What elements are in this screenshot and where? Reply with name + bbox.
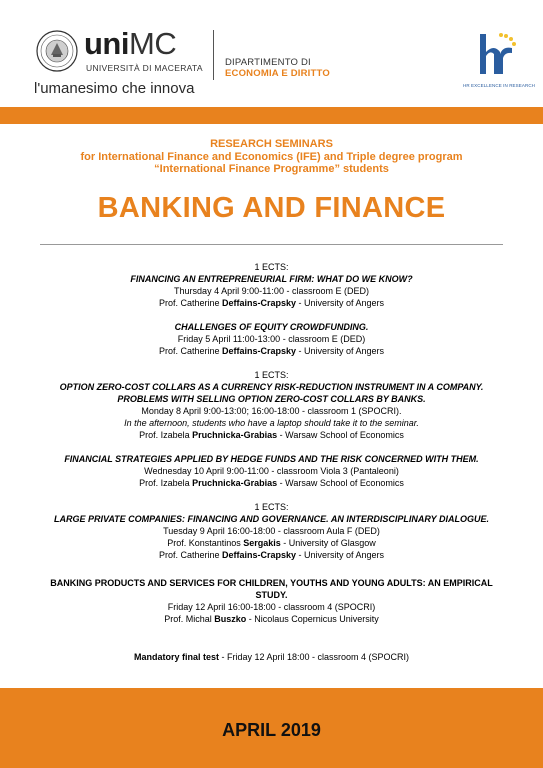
session-1-professor: Prof. Catherine Deffains-Crapsky - University of Angers [158, 298, 385, 308]
session-3-ects: 1 ECTS: [254, 370, 289, 380]
research-seminars-heading: RESEARCH SEMINARS [210, 138, 333, 150]
session-3-title-line-2: PROBLEMS WITH SELLING OPTION ZERO-COST COLLARS BY BANKS. [117, 394, 426, 404]
session-2-title: CHALLENGES OF EQUITY CROWDFUNDING. [174, 322, 369, 332]
session-6-professor: Prof. Michal Buszko - Nicolaus Copernicus University [164, 614, 379, 624]
header-divider [213, 30, 214, 80]
session-4-title: FINANCIAL STRATEGIES APPLIED BY HEDGE FUNDS AND THE RISK CONCERNED WITH THEM. [64, 454, 479, 464]
session-6-when: Friday 12 April 16:00-18:00 - classroom 4 (SPOCRI) [167, 602, 376, 612]
session-2-when: Friday 5 April 11:00-13:00 - classroom E (DED) [177, 334, 366, 344]
session-5-professor-2: Prof. Catherine Deffains-Crapsky - University of Angers [158, 550, 385, 560]
header [0, 0, 543, 107]
session-6-title-line-2: STUDY. [255, 590, 288, 600]
students-line: “International Finance Programme” students [154, 163, 389, 175]
university-seal-icon [36, 30, 78, 72]
session-6-title-line-1: BANKING PRODUCTS AND SERVICES FOR CHILDREN, YOUTHS AND YOUNG ADULTS: AN EMPIRICAL [50, 578, 493, 588]
title-divider [40, 244, 503, 245]
program-line: for International Finance and Economics (IFE) and Triple degree program [80, 151, 463, 163]
footer-date: APRIL 2019 [222, 720, 321, 740]
header-orange-band [0, 107, 543, 124]
page-title: BANKING AND FINANCE [97, 192, 446, 224]
session-5-professor-1: Prof. Konstantinos Sergakis - University of Glasgow [167, 538, 376, 548]
session-5-title: LARGE PRIVATE COMPANIES: FINANCING AND GOVERNANCE. AN INTERDISCIPLINARY DIALOGUE. [53, 514, 490, 524]
session-3-professor: Prof. Izabela Pruchnicka-Grabias - Warsaw School of Economics [139, 430, 404, 440]
session-4-professor: Prof. Izabela Pruchnicka-Grabias - Warsaw School of Economics [139, 478, 404, 488]
session-1-title: FINANCING AN ENTREPRENEURIAL FIRM: WHAT DO WE KNOW? [130, 274, 413, 284]
session-4-when: Wednesday 10 April 9:00-11:00 - classroom Viola 3 (Pantaleoni) [144, 466, 399, 476]
final-test-line: Mandatory final test - Friday 12 April 18:00 - classroom 4 (SPOCRI) [133, 652, 410, 662]
session-3-when: Monday 8 April 9:00-13:00; 16:00-18:00 - classroom 1 (SPOCRI). [141, 406, 402, 416]
session-5-ects: 1 ECTS: [254, 502, 289, 512]
university-tagline: l'umanesimo che innova [34, 80, 195, 97]
session-1-ects: 1 ECTS: [254, 262, 289, 272]
university-wordmark: uniMC [84, 26, 177, 61]
session-3-note: In the afternoon, students who have a laptop should take it to the seminar. [124, 418, 419, 428]
session-2-professor: Prof. Catherine Deffains-Crapsky - University of Angers [158, 346, 385, 356]
hr-excellence-logo-icon [470, 30, 520, 80]
hr-caption: HR EXCELLENCE IN RESEARCH [463, 83, 536, 88]
session-5-when: Tuesday 9 April 16:00-18:00 - classroom Aula F (DED) [163, 526, 380, 536]
session-3-title-line-1: OPTION ZERO-COST COLLARS AS A CURRENCY RISK-REDUCTION INSTRUMENT IN A COMPANY. [59, 382, 484, 392]
session-1-when: Thursday 4 April 9:00-11:00 - classroom E (DED) [174, 286, 369, 296]
university-name: UNIVERSITÀ DI MACERATA [86, 63, 203, 73]
department-line-2: ECONOMIA E DIRITTO [225, 68, 330, 79]
department-line-1: DIPARTIMENTO DI [225, 57, 311, 68]
